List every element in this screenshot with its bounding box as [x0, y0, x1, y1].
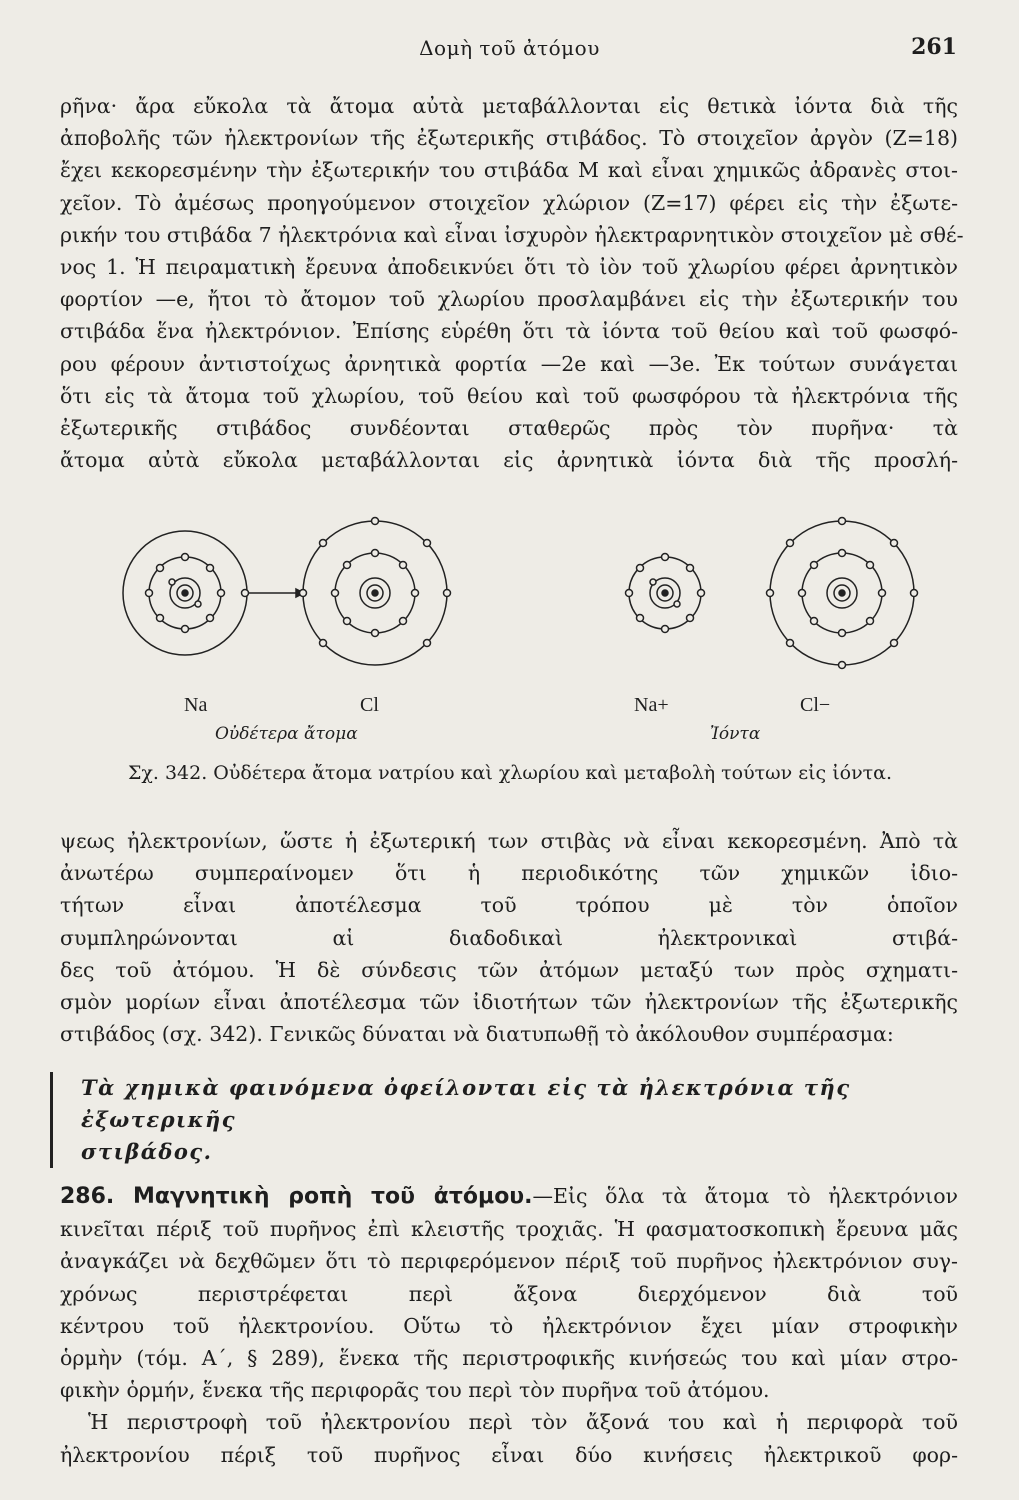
text-line: ρου φέρουν ἀντιστοίχως ἀρνητικὰ φορτία —2e καὶ —3e. Ἐκ τούτων συνάγεται: [60, 351, 958, 376]
text-line: ὁρμὴν (τόμ. Α΄, § 289), ἕνεκα τῆς περιστροφικῆς κινήσεώς του καὶ μίαν στρο-: [60, 1346, 958, 1371]
na-ion-diagram: [626, 554, 705, 633]
figure-342: [60, 500, 960, 800]
conclusion-statement: [50, 1072, 991, 1168]
text-line: ἄτομα αὐτὰ εὔκολα μεταβάλλονται εἰς ἀρνητικὰ ἰόντα διὰ τῆς προσλή-: [60, 448, 958, 473]
label-cl: Cl: [360, 694, 379, 716]
sublabel-ions: Ἰόντα: [710, 724, 761, 744]
text-line: ρικήν του στιβάδα 7 ἠλεκτρόνια καὶ εἶναι ἰσχυρὸν ἠλεκτραρνητικὸν στοιχεῖον μὲ σθέ-: [60, 222, 964, 247]
label-na-plus: Na+: [634, 694, 669, 716]
text-line: ἐξωτερικῆς στιβάδος συνδέονται σταθερῶς πρὸς τὸν πυρῆνα· τὰ: [60, 416, 958, 441]
figure-caption: Σχ. 342. Οὐδέτερα ἄτομα νατρίου καὶ χλωρίου καὶ μεταβολὴ τούτων εἰς ἰόντα.: [127, 762, 893, 784]
text-line: ἔχει κεκορεσμένην τὴν ἐξωτερικήν του στιβάδα Μ καὶ εἶναι χημικῶς ἀδρανὲς στοι-: [60, 158, 958, 183]
text-line: ἀποβολῆς τῶν ἠλεκτρονίων τῆς ἐξωτερικῆς στιβάδος. Τὸ στοιχεῖον ἀργὸν (Ζ=18): [60, 126, 958, 151]
label-na: Na: [184, 694, 208, 716]
text-line: στιβάδος (σχ. 342). Γενικῶς δύναται νὰ διατυπωθῇ τὸ ἀκόλουθον συμπέρασμα:: [60, 1022, 894, 1047]
conclusion-line: Τὰ χημικὰ φαινόμενα ὀφείλονται εἰς τὰ ἠλεκτρόνια τῆς ἐξωτερικῆς: [81, 1075, 851, 1132]
text-line: χεῖον. Τὸ ἀμέσως προηγούμενον στοιχεῖον χλώριον (Ζ=17) φέρει εἰς τὴν ἐξωτε-: [60, 190, 958, 215]
text-line: Ἡ περιστροφὴ τοῦ ἠλεκτρονίου περὶ τὸν ἄξονά του καὶ ἡ περιφορὰ τοῦ: [88, 1410, 958, 1435]
text-line: ἠλεκτρονίου πέριξ τοῦ πυρῆνος εἶναι δύο κινήσεις ἠλεκτρικοῦ φορ-: [60, 1442, 958, 1467]
section-first-line: [60, 1180, 958, 1213]
text-line: ρῆνα· ἄρα εὔκολα τὰ ἄτομα αὐτὰ μεταβάλλονται εἰς θετικὰ ἰόντα διὰ τῆς: [60, 94, 958, 118]
text-line: κινεῖται πέριξ τοῦ πυρῆνος ἐπὶ κλειστῆς τροχιᾶς. Ἡ φασματοσκοπικὴ ἔρευνα μᾶς: [60, 1217, 958, 1242]
text-line: δες τοῦ ἀτόμου. Ἡ δὲ σύνδεσις τῶν ἀτόμων μεταξύ των πρὸς σχηματι-: [60, 957, 958, 982]
section-heading: 286. Μαγνητικὴ ροπὴ τοῦ ἀτόμου.: [60, 1184, 533, 1209]
text-line: ψεως ἠλεκτρονίων, ὥστε ἡ ἐξωτερική των στιβὰς νὰ εἶναι κεκορεσμένη. Ἀπὸ τὰ: [60, 829, 958, 853]
text-line: ὅτι εἰς τὰ ἄτομα τοῦ χλωρίου, τοῦ θείου καὶ τοῦ φωσφόρου τὰ ἠλεκτρόνια τῆς: [60, 383, 958, 408]
section-first-line-text: —Εἰς ὅλα τὰ ἄτομα τὸ ἠλεκτρόνιον: [532, 1184, 958, 1208]
text-line: χρόνως περιστρέφεται περὶ ἄξονα διερχόμενον διὰ τοῦ: [60, 1281, 958, 1306]
text-line: στιβάδα ἕνα ἠλεκτρόνιον. Ἐπίσης εὑρέθη ὅτι τὰ ἰόντα τοῦ θείου καὶ τοῦ φωσφό-: [60, 319, 958, 344]
text-line: φορτίον —e, ἤτοι τὸ ἄτομον τοῦ χλωρίου προσλαμβάνει εἰς τὴν ἐξωτερικήν του: [60, 287, 958, 312]
text-line: τήτων εἶναι ἀποτέλεσμα τοῦ τρόπου μὲ τὸν ὁποῖον: [60, 893, 958, 918]
text-line: ἀναγκάζει νὰ δεχθῶμεν ὅτι τὸ περιφερόμενον πέριξ τοῦ πυρῆνος ἠλεκτρόνιον συγ-: [60, 1249, 958, 1274]
conclusion-line: στιβάδος.: [81, 1139, 213, 1164]
text-line: φικὴν ὁρμήν, ἕνεκα τῆς περιφορᾶς του περὶ τὸν πυρῆνα τοῦ ἀτόμου.: [60, 1378, 770, 1403]
section-286: [60, 1180, 958, 1471]
label-cl-minus: Cl−: [800, 694, 831, 716]
paragraph-2: [60, 825, 958, 1050]
running-title: Δομὴ τοῦ ἀτόμου: [419, 36, 600, 60]
text-line: νος 1. Ἡ πειραματικὴ ἔρευνα ἀποδεικνύει ὅτι τὸ ἰὸν τοῦ χλωρίου φέρει ἀρνητικὸν: [60, 255, 958, 280]
sublabel-neutral-atoms: Οὐδέτερα ἄτομα: [215, 724, 358, 744]
cl-atom-diagram: [300, 518, 451, 666]
paragraph-1: [60, 90, 964, 476]
transfer-arrow: [249, 589, 304, 597]
cl-ion-diagram: [767, 518, 918, 669]
text-line: κέντρου τοῦ ἠλεκτρονίου. Οὕτω τὸ ἠλεκτρόνιον ἔχει μίαν στροφικὴν: [60, 1313, 958, 1338]
text-line: ἀνωτέρω συμπεραίνομεν ὅτι ἡ περιοδικότης τῶν χημικῶν ἰδιο-: [60, 861, 958, 886]
text-line: συμπληρώνονται αἱ διαδοδικαὶ ἠλεκτρονικαὶ στιβά-: [60, 925, 958, 950]
page-number: 261: [911, 34, 957, 60]
na-atom-diagram: [123, 531, 249, 655]
text-line: σμὸν μορίων εἶναι ἀποτέλεσμα τῶν ἰδιοτήτων τῶν ἠλεκτρονίων τῆς ἐξωτερικῆς: [60, 990, 958, 1015]
